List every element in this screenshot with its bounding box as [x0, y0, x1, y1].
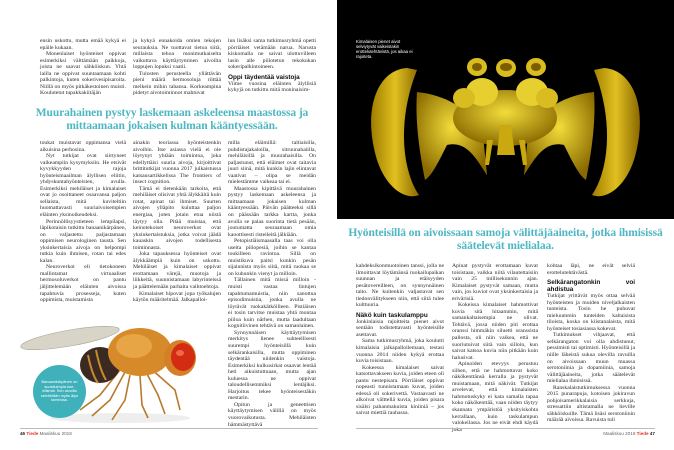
bumblebee-brain-photo	[337, 0, 674, 219]
paragraph: Kokeissa kimalaiset hahmottivat kuvia sitä hitaammin, mitä samankaltaisempia ne olivat. Tehtävä, jossa niiden piti erottaa oranssi himmäkin siluetti oranssista pallosta, oli niin vaikea, että ne suoriutuivat siitä vain silloin, kun saivat katsoa kuvia niin pitkään kuin halusivat.	[452, 302, 538, 361]
body-column-3	[547, 263, 635, 426]
paragraph: Sama tutkimusryhmä, joka koulutti kimalaisia jalkapalloilemaan, testasi vuonna 2014 niiden kykyä erottaa kuvia toisistaan.	[356, 338, 444, 365]
paragraph: Neuroverkot eli tietokoneen mallintamat virtuaaliset hermosoluverkot on pantu jäljittelemään eläinten aivoissa tapahtuvia prosesseja, kuten oppimista, muistamista	[40, 264, 126, 304]
paragraph: Opitun ja geneettisen käyttäytymisen välillä on myös vuorovaikutusta. Mehiläisten hämmästyttävä	[228, 401, 316, 428]
paragraph: Tulosten perusteella yllättävän pieni määrä hermosoluja riittää melkein mihin tahansa. Korkeampina pidetyt aivotoiminnot mahtuvat	[133, 70, 221, 97]
paragraph: kohtaa läpi, ne eivät selviä erottelutehtävästä.	[547, 263, 635, 276]
paragraph: toukat muistavat oppimansa vielä aikuisina perhosina.	[40, 140, 126, 153]
body-column-1	[356, 263, 444, 426]
top-column-2	[133, 38, 221, 100]
paragraph: kahdeksikonmuotoinen tanssi, jolla ne ilmoittavat löytämänsä ruokailupaikan suunnan ja etäisyyden pesätovereilleen, on synnynnäinen taito. Ne kuitenkin valjastavat sen tiedonvälitykseen niin, että siitä tulee kulttuuria.	[356, 263, 444, 309]
body-column-2	[452, 263, 538, 433]
page-number: 46	[20, 431, 26, 436]
subheading: Selkärangatonkin voi ahdistua	[547, 279, 635, 294]
magazine-name: Tiede	[636, 431, 649, 436]
paragraph: Apinoiden etevyys perustuu siihen, että ne hahmottavat koko näkökenttänsä kerralla ja pystyvät muistamaan, mitä näkivät. Tutkijat arvelevat, että kimalaisten hahmotuskyky ei kata samalla tapaa koko näkökenttää, vaan niiden täytyy skannata ympäristöä yksityiskohta kerrallaan, kuin taskulampun valokeilassa. Jos ne eivät ehdi käydä joka	[452, 361, 538, 433]
paragraph: Apinat pystyvät erottamaan kuvat toisistaan, vaikka niitä vilautettaisiin vain 25 millisekunnin ajan. Kimalaiset pystyvät samaan, mutta vain, jos kuviot ovat yksinkertaisia ja erivärisiä.	[452, 263, 538, 302]
brain-photo-caption: Kimalaisen pienet aivot selviytyvät vaikeistakin erottelutehtävistä, jos aikaa ei rajoiteta.	[356, 39, 413, 59]
page-number: 47	[649, 431, 655, 436]
top-column-1	[40, 38, 126, 100]
issue-date: Maaliskuu 2018	[603, 431, 636, 436]
paragraph: Petopistiäismaasalla taas voi olla useita piilopesiä, joihin se kantaa toukilleen ravintoa. Sillä on muistikuva paitsi kunkin pesän sijainnista myös siitä, mitä ruokaa se on kuhunkin vienyt ja milloin.	[228, 238, 316, 277]
paragraph: Perinnöllisyystieteen lempilapsi, läpikotaisin tutkittu banaanikärpänen, on valjastettu paljastamaan oppimisen neurologinen tausta. Sen yksinkertaisia aivoja on helpompi tutkia kuin ihmisen, rotan tai edes kalan.	[40, 218, 126, 264]
issue-date: Maaliskuu 2018	[39, 431, 72, 436]
pull-quote-headline: Hyönteisillä on aivoissaan samoja välittäjäaineita, jotka ihmisissä säätelevät mielialaa.	[348, 227, 663, 252]
footer-right	[356, 428, 655, 436]
paragraph: Tällainen mitä missä milloin -muisti vastaa lintujen tapahtumamuistia, niin sanottua episodimuistia, jonka avulla ne löytävät ruokakätköilleen. Pistiäisen ei tosin tarvitse muistaa yhtä montaa piiloa kuin närhen, mutta laadultaan kognitiivinen tehtävä on samanlainen.	[228, 277, 316, 330]
paragraph: Synnynnäisen käyttäytymisen merkitys lienee suhteellisesti suurempi hyönteisillä kuin selkärankaisilla, mutta oppiminen täydentää niidenkin vaistoja. Esimerkiksi kulkusirkat osaavat lentää heti aikuistuttuaan, mutta ajan kuluessa ne oppivat taloudellisemmiksi lentäjiksi. Harjoitus tekee hyönteisestäkin mestarin.	[228, 329, 316, 402]
right-page	[337, 0, 674, 450]
paragraph: ja kykyä ennakoida omien tekojen seurauksia. Ne tuottavat tietoa siitä, millaista tehoa monimutkaiselta vaikuttava käyttäytyminen aivoilta loppujen lopuksi vaatii.	[133, 38, 221, 71]
photo-caption-badge	[33, 365, 86, 418]
paragraph: Nyt tutkijat ovat siirtyneet vaikeampiin kysymyksiin. He etsivät kyvykkyyden rajoja hyönteismaailman älyllisen eliitin, yhdyskuntahyönteisten, avulla. Esimerkiksi mehiläiset ja kimalaiset ovat jo osoittaneet osaavansa paljon sellaista, mitä kuviteltiin huomattavasti suuriaivoisempien eläinten yksinoikeudeksi.	[40, 153, 126, 219]
paragraph: ensin uskottu, mutta emää kykyä ei epäile kukaan.	[40, 38, 126, 51]
pull-quote-headline: Muurahainen pystyy laskemaan askeleensa maastossa ja mittaamaan jokaisen kulman kääntyessään.	[35, 107, 309, 132]
paragraph: Kimalaiset hipovat jopa työkalujen käytön määritelmää. Jalkapalloi-	[133, 290, 221, 304]
paragraph: lun lisäksi sama tutkimusryhmä opetti pörriäiset vetämään narua. Narusta kiskomalla ne saivat ulottuvilleen lasin alle piilotetun tekokukan sokeripalkintoineen.	[228, 38, 316, 71]
body-column-2	[133, 140, 221, 305]
paragraph: Joka tapauksessa hyönteiset ovat älykkäämpiä kuin on uskottu. Mehiläiset ja kimalaiset oppivat erottamaan värejä, muotoja ja liikkeitä, suunnistamaan labyrinteissä ja päättelemään parhaita vaihtoehtoja.	[133, 251, 221, 291]
paragraph: Kokeessa kimalaiset saivat katsottavakseen kuvia, joiden eteen oli pantu nestepisara. Pörriäiset oppivat nopeasti tunnistamaan kuvat, joiden edessä oli sokerivettä. Vastaavasti ne alkoivat välttellä kuvia, joiden pisara sisälsi pahanmakuista kiniiniä – jos saivat miettiä rauhassa.	[356, 364, 444, 417]
subheading: Näkö kuin taskulamppu	[356, 311, 428, 319]
paragraph: Ranskalaistutkimuksessa vuonna 2015 punarapuja, kotoisen jokiravun pohjoisamerikkalaisia serkkuja, stressattiin altistamalla ne lieville sähköiskuille. Tämä lisäsi serotoniinin määrää aivoissa. Ravuista tuli	[547, 384, 635, 424]
footer-left	[20, 428, 318, 436]
paragraph: Jonkinlaisia rajoitteita pienet aivot sentään todistettavasti hyönteisille asettavat.	[356, 318, 444, 338]
body-column-1	[40, 140, 126, 305]
paragraph: Monenlaiset hyönteiset oppivat esimerkiksi välttämään paikkoja, joista ne saavat sähköiskun. Yhtä lailla ne oppivat suuntaamaan kohti palkintoja, kuten sokerivesipisaroita. Niillä on myös pitkäkestoinen muisti. Koulutetut tupakkakiitäjän	[40, 51, 126, 97]
paragraph: milla eläimillä: taltiaisilla, puhdistajakaloilla, sitruunahaiilla, mehiläisillä ja muurahaisilla. On paljastunut, että eläimet ovat taitavia juuri siinä, mitä kunkin lajin elintavat vaativat – olipa se meidän mielestämme vaikeaa tai ei.	[228, 140, 316, 186]
paragraph: Tutkijat yrittävät myös ottaa selvää hyönteisten ja muiden niveljalkaisten tunteista. Tosin he puhuvat mieluummin tunteiden kaltaisista tiloista, koska on kiistanalaista, mitä hyönteiset tosiasiassa kokevat.	[547, 293, 635, 332]
paragraph: Viime vuosina eläinten älyllisiä kykyjä on tutkittu mitä moninaisim-	[228, 80, 316, 94]
photo-caption: Banaanikärpänen on suosituimpia koe-eläimiä. Sen aivoilla selvitetään myös älyn toimintaa.	[40, 379, 79, 403]
paragraph: Maastossa kipittävä muurahainen pystyy laskemaan askeleensa ja mittaamaan jokaisen kulman kääntyessään. Päivän päätteeksi sillä on päässään tarkka kartta, jonka avulla se palaa suorinta tietä pesään, joutumatta seuraamaan omia kaoottisesti risteileitä jälkiään.	[228, 185, 316, 238]
paragraph: ainakin teoriassa hyönteistenkin aivoihin. Itse asiassa vielä ei ole löytynyt yhtään toimintoa, joka edellyttäisi suuria aivoja, kirjoittivat brittitutkijat vuonna 2017 julkaistussa katsausartikkelissa The frontiers of insect cognition.	[133, 140, 221, 186]
top-column-3	[228, 38, 316, 100]
paragraph: Tämä ei tietenkään tarkoita, että mehiläiset olisivat yhtä älykkäitä kuin rotat, apinat tai ihmiset. Suurten aivojen ylläpito kuluttaa paljon energiaa, joten jotain etua niistä täytyy olla. Pitää muistaa, että keinotekoiset neuroverkot ovat yksinkertaistuksia, jotka voivat jäädä kauaskin aivojen todellisesta toiminnasta.	[133, 185, 221, 251]
subheading: Oppi täydentää vaistoja	[228, 73, 300, 81]
paragraph: Tutkimukset vihjaavat, että selkärangaton voi olla ahdistunut, pessimisti tai optimisti. Hyönteisillä ja niille läheistä sukua olevilla ravuilla on aivoissaan muun muassa serotoniinia ja dopamiinia, samoja välittäjäaineita, jotka säätelevät mielialaa ihmisissä.	[547, 332, 635, 385]
magazine-name: Tiede	[26, 431, 39, 436]
body-column-3	[228, 140, 316, 426]
